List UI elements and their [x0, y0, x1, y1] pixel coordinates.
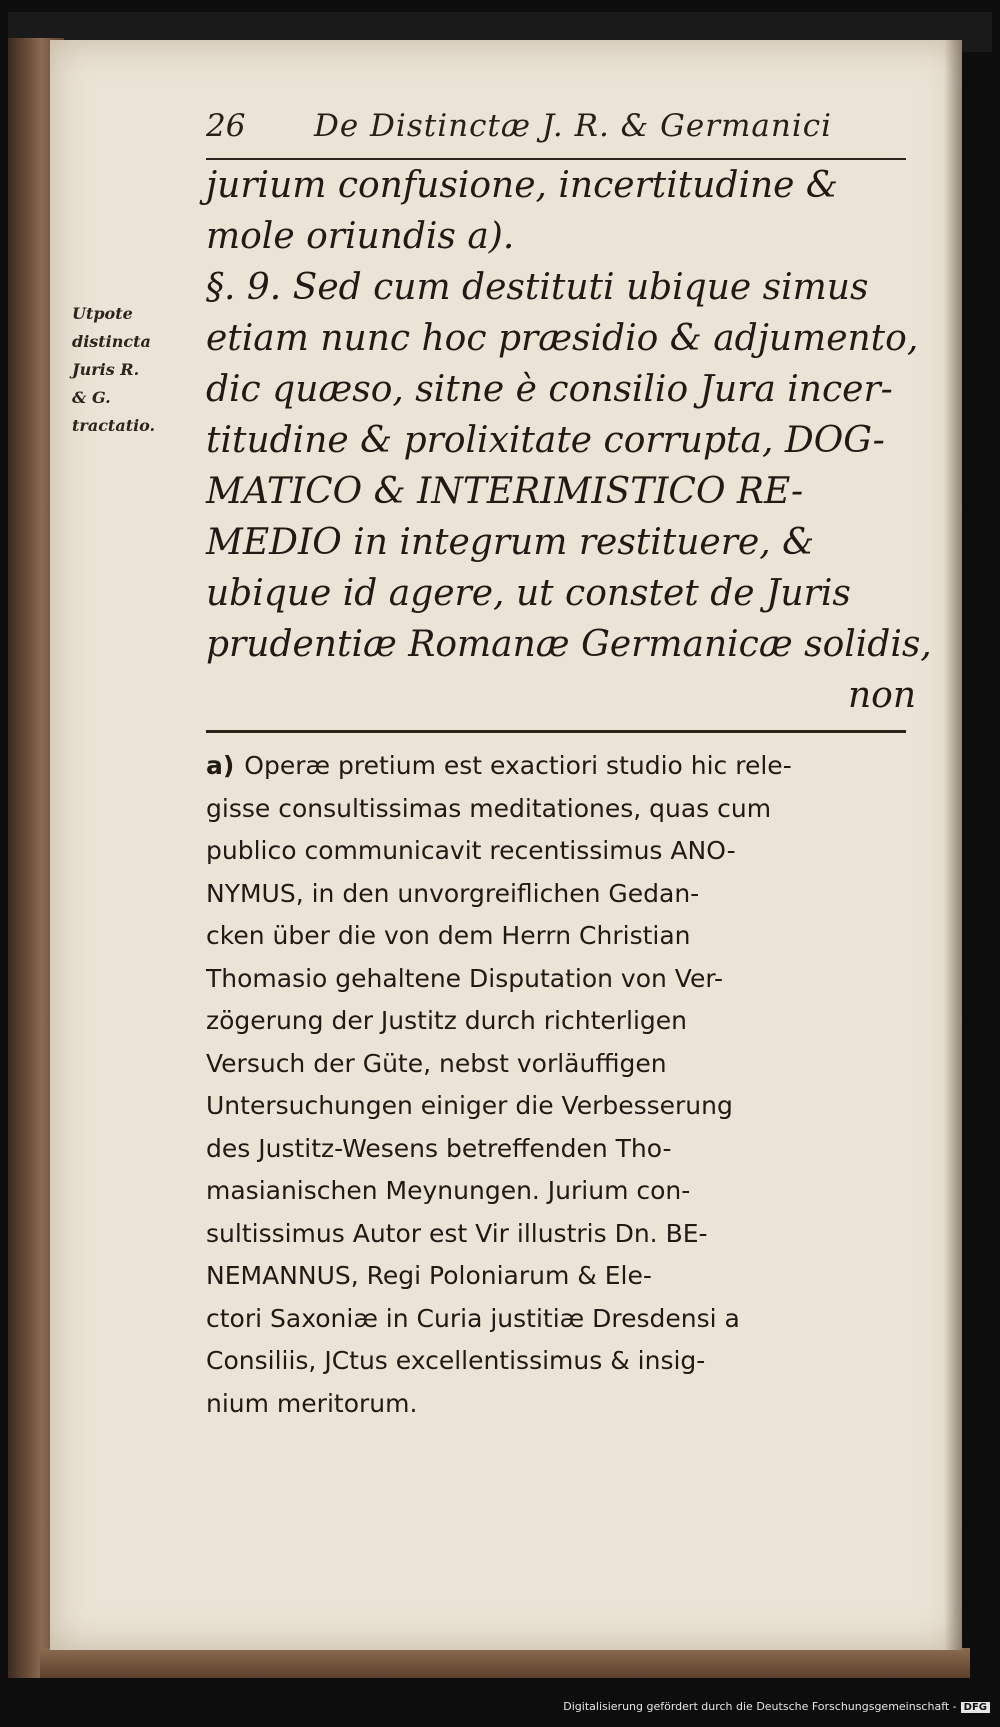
credit-text: Digitalisierung gefördert durch die Deutsche Forschungsgemeinschaft -	[563, 1700, 957, 1713]
footnote-line: publico communicavit recentissimus ANO-	[206, 836, 736, 865]
book-cover-bottom	[40, 1648, 970, 1678]
footnote-line	[206, 745, 916, 788]
footnote-line: ctori Saxoniæ in Curia justitiæ Dresdensi a	[206, 1303, 740, 1333]
marginal-line: Utpote	[72, 304, 133, 323]
footnote-line: Versuch der Güte, nebst vorläuffigen	[206, 1048, 667, 1078]
marginal-line: distincta	[72, 332, 151, 351]
footnote-line: Untersuchungen einiger die Verbesserung	[206, 1091, 733, 1120]
dfg-logo: DFG	[961, 1702, 990, 1713]
footnote-line: cken über die von dem Herrn Christian	[206, 921, 691, 950]
page-shadow	[944, 40, 962, 1650]
text-line: jurium confusione, incertitudine &	[206, 165, 838, 206]
text-line: titudine & prolixitate corrupta, DOG-	[206, 420, 885, 461]
footnote-line-text: Operæ pretium est exactiori studio hic rele-	[244, 751, 792, 780]
footnote-line: Thomasio gehaltene Disputation von Ver-	[206, 963, 724, 993]
digitization-credit	[563, 1700, 990, 1713]
footnote-line: nium meritorum.	[206, 1388, 418, 1418]
running-title: De Distinctæ J. R. & Germanici	[314, 108, 833, 144]
footnote-line: sultissimus Autor est Vir illustris Dn. BE-	[206, 1218, 708, 1248]
text-line: prudentiæ Romanæ Germanicæ solidis,	[206, 624, 932, 665]
footnote	[206, 745, 916, 1425]
page-number: 26	[206, 108, 246, 144]
text-line: dic quæso, sitne è consilio Jura incer-	[206, 369, 893, 410]
footnote-line: masianischen Meynungen. Jurium con-	[206, 1176, 691, 1205]
footnote-line: Consiliis, JCtus excellentissimus & insig-	[206, 1346, 706, 1375]
footnote-line: des Justitz-Wesens betreffenden Tho-	[206, 1133, 672, 1163]
text-line: MEDIO in integrum restituere, &	[206, 522, 815, 563]
footnote-line: NEMANNUS, Regi Poloniarum & Ele-	[206, 1261, 652, 1290]
marginal-note	[72, 300, 202, 440]
marginal-line: tractatio.	[72, 416, 156, 435]
footnote-line: NYMUS, in den unvorgreiflichen Gedan-	[206, 878, 700, 908]
marginal-line: & G.	[72, 388, 111, 407]
text-line: mole oriundis a).	[206, 216, 515, 257]
footnote-line: gisse consultissimas meditationes, quas cum	[206, 793, 772, 823]
footnote-rule	[206, 730, 906, 733]
main-text	[206, 160, 932, 721]
footnote-mark: a)	[206, 751, 235, 780]
footnote-line: zögerung der Justitz durch richterligen	[206, 1006, 688, 1035]
catchword: non	[847, 675, 916, 716]
text-line: etiam nunc hoc præsidio & adjumento,	[206, 318, 919, 359]
running-head	[206, 108, 846, 154]
text-line: MATICO & INTERIMISTICO RE-	[206, 471, 804, 512]
marginal-line: Juris R.	[72, 360, 140, 379]
text-line: §. 9. Sed cum destituti ubique simus	[206, 267, 869, 308]
text-line: ubique id agere, ut constet de Juris	[206, 573, 851, 614]
